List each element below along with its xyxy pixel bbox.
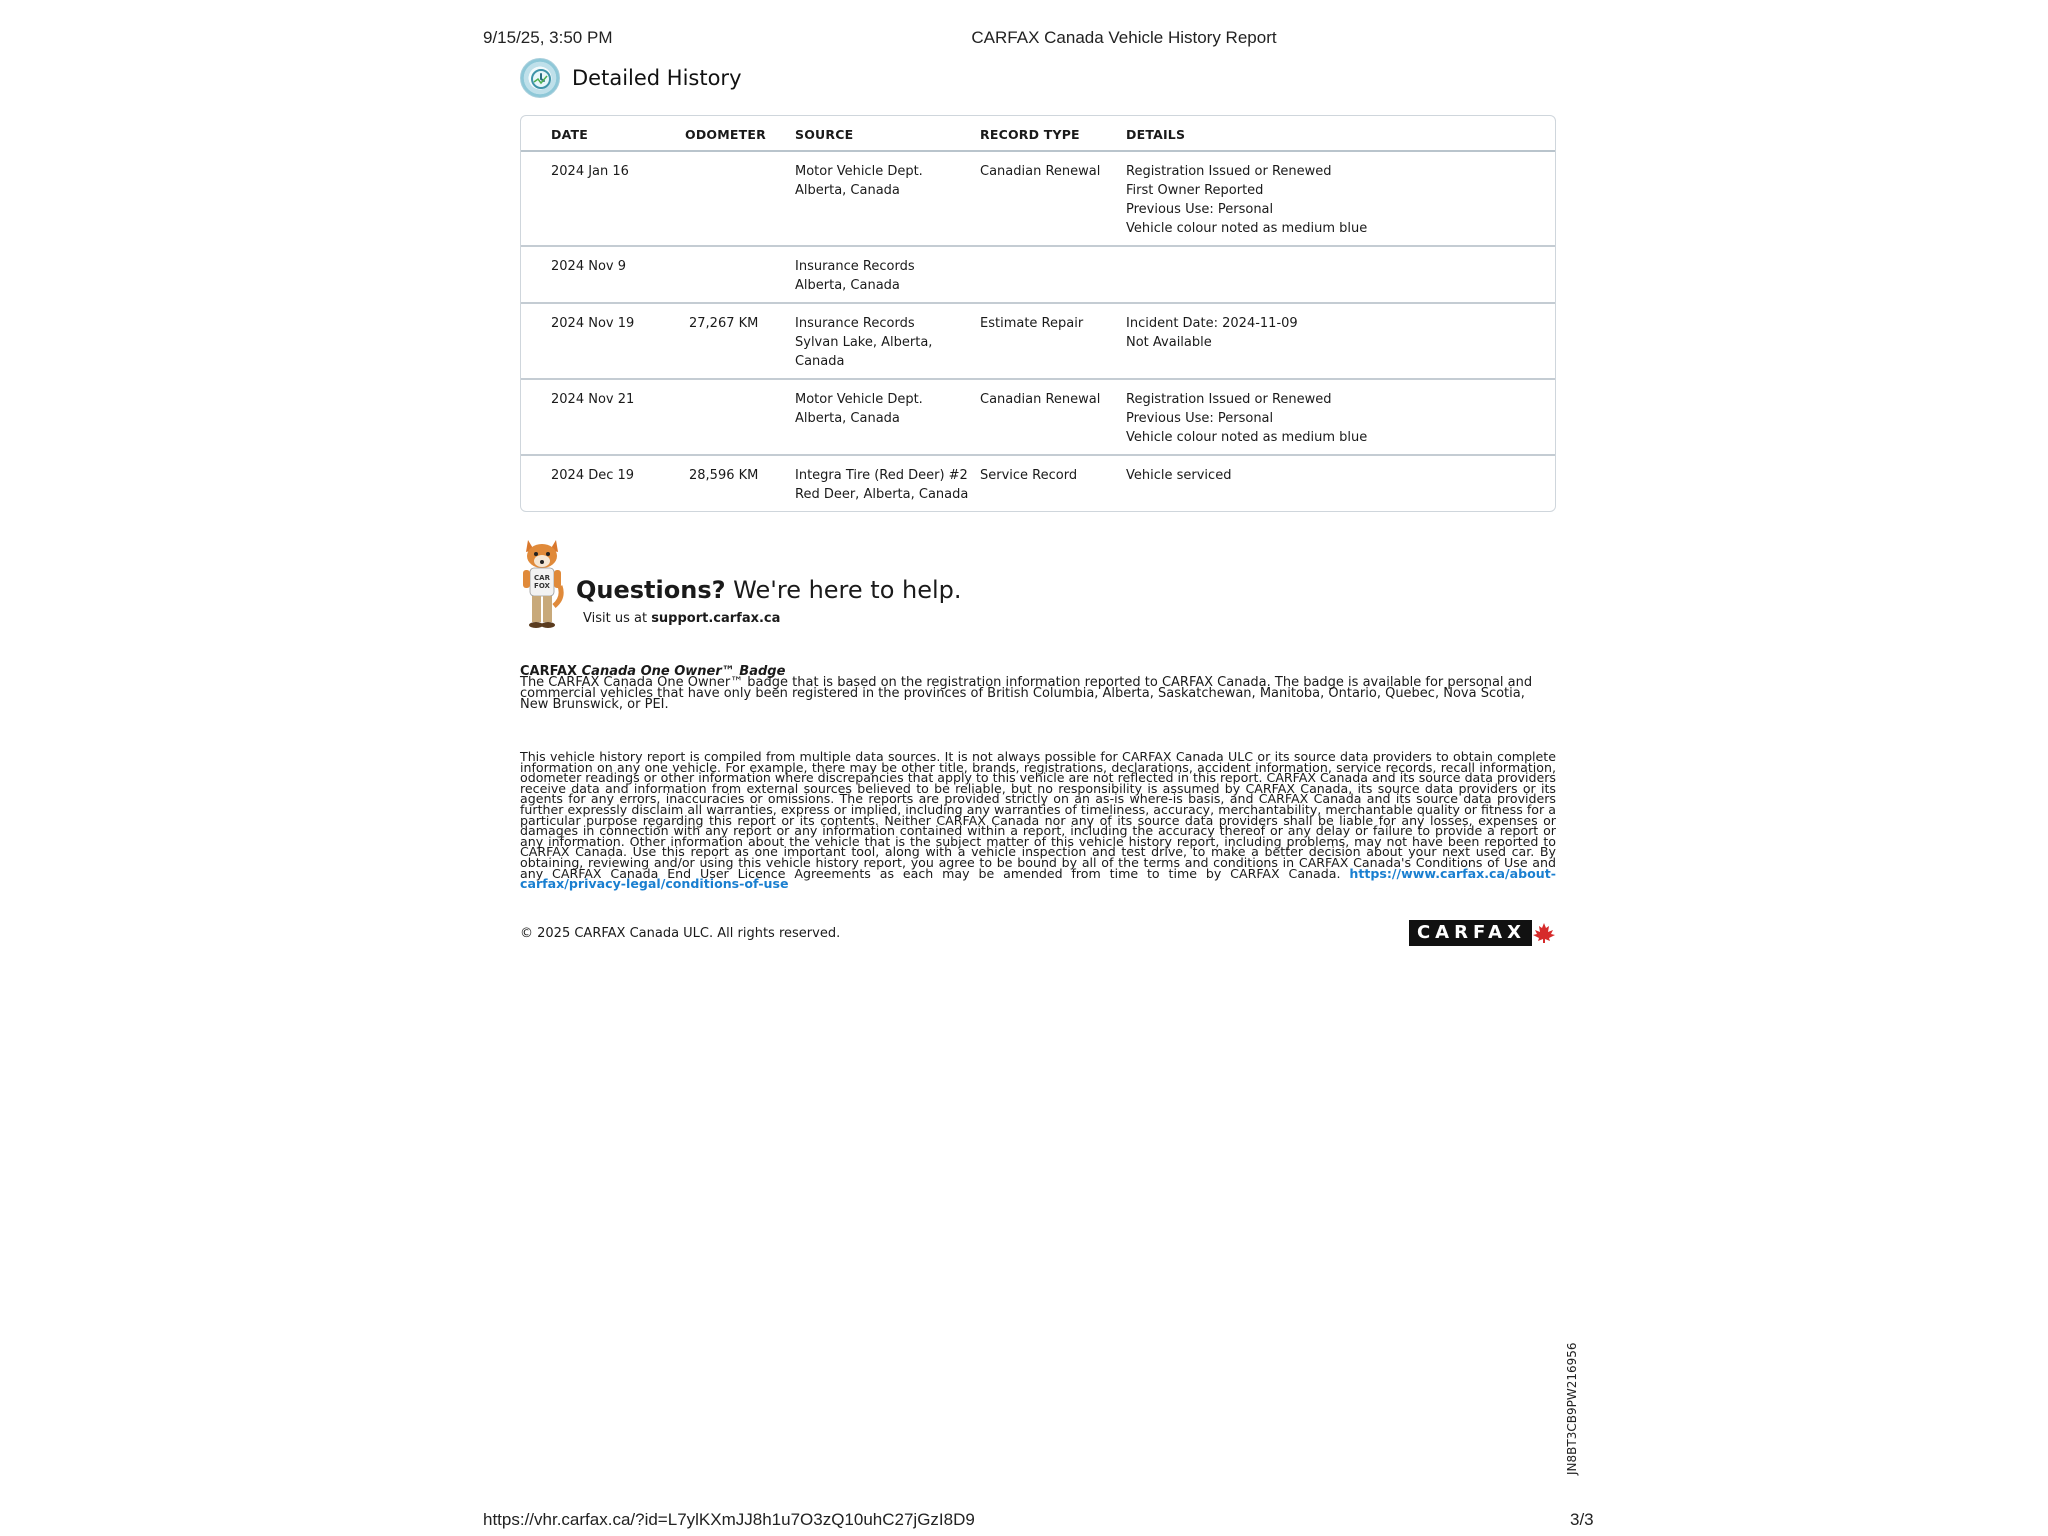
carfox-mascot-icon — [520, 536, 564, 635]
row-source — [795, 466, 980, 504]
row-odometer — [685, 390, 795, 447]
detail-line: Registration Issued or Renewed — [1126, 392, 1332, 407]
help-visit — [583, 611, 780, 626]
source-line: Motor Vehicle Dept. — [795, 164, 923, 179]
row-record-type: Estimate Repair — [980, 316, 1084, 331]
header-source: SOURCE — [795, 127, 854, 142]
row-odometer: 27,267 KM — [689, 316, 759, 331]
help-section — [520, 536, 1556, 631]
table-header — [521, 116, 1555, 152]
help-title — [576, 576, 962, 604]
source-line: Alberta, Canada — [795, 411, 900, 426]
print-header-title: CARFAX Canada Vehicle History Report — [971, 28, 1277, 47]
header-details: DETAILS — [1126, 127, 1186, 142]
detail-line: Vehicle colour noted as medium blue — [1126, 221, 1368, 236]
print-header-datetime: 9/15/25, 3:50 PM — [483, 28, 613, 47]
row-details — [1126, 257, 1555, 295]
detail-line: Previous Use: Personal — [1126, 411, 1274, 426]
help-title-bold: Questions? — [576, 576, 726, 604]
row-record-type: Canadian Renewal — [980, 392, 1101, 407]
row-record-type: Service Record — [980, 468, 1078, 483]
header-odometer: ODOMETER — [685, 127, 766, 142]
source-line: Canada — [795, 354, 845, 369]
table-row — [521, 456, 1555, 511]
header-record-type: RECORD TYPE — [980, 127, 1080, 142]
carfax-logo — [1409, 920, 1556, 946]
row-record-type — [980, 257, 1126, 295]
detail-line: Incident Date: 2024-11-09 — [1126, 316, 1298, 331]
table-row — [521, 152, 1555, 247]
detailed-history-table — [520, 115, 1556, 512]
row-details — [1126, 466, 1555, 504]
detail-line: Previous Use: Personal — [1126, 202, 1274, 217]
carfax-logo-text: CARFAX — [1409, 920, 1532, 946]
maple-leaf-icon — [1532, 922, 1556, 944]
header-date: DATE — [551, 127, 588, 142]
support-link[interactable]: support.carfax.ca — [651, 611, 781, 626]
help-visit-prefix: Visit us at — [583, 611, 652, 626]
source-line: Insurance Records — [795, 316, 915, 331]
row-details — [1126, 314, 1555, 371]
print-footer-url: https://vhr.carfax.ca/?id=L7ylKXmJJ8h1u7O3zQ10uhC27jGzI8D9 — [483, 1510, 975, 1529]
source-line: Alberta, Canada — [795, 278, 900, 293]
report-footer — [520, 920, 1556, 946]
detail-line: Vehicle colour noted as medium blue — [1126, 430, 1368, 445]
disclaimer — [520, 749, 1556, 892]
row-source — [795, 390, 980, 447]
row-source — [795, 314, 980, 371]
row-date: 2024 Jan 16 — [551, 164, 629, 179]
table-row — [521, 247, 1555, 304]
conditions-of-use-link[interactable]: https://www.carfax.ca/about-carfax/privacy-legal/conditions-of-use — [520, 865, 1556, 892]
source-line: Alberta, Canada — [795, 183, 900, 198]
disclaimer-text: This vehicle history report is compiled from multiple data sources. It is not always possible for CARFAX Canada ULC or its source data providers to obtain complete information on any one vehicle. For example, there may be other title, brands, registrations, declarations, accident information, service records, recall information, odometer readings or other information where discrepancies that apply to this vehicle are not reflected in this report. CARFAX Canada and its source data providers receive data and information from external sources believed to be reliable, but no responsibility is assumed by CARFAX Canada, its source data providers or its agents for any errors, inaccuracies or omissions. The reports are provided strictly on an as-is where-is basis, and CARFAX Canada and its source data providers further expressly disclaim all warranties, express or implied, including any warranties of timeliness, accuracy, merchantability, merchantable quality or fitness for a particular purpose regarding this report or its contents. Neither CARFAX Canada nor any of its source data providers shall be liable for any losses, expenses or damages in connection with any report or any information contained within a report, including the accuracy thereof or any delay or failure to provide a report or any information. Other information about the vehicle that is the subject matter of this vehicle history report, including problems, may not have been reported to CARFAX Canada. Use this report as one important tool, along with a vehicle inspection and test drive, to make a better decision about your next used car. By obtaining, reviewing and/or using this vehicle history report, you agree to be bound by all of the terms and conditions in CARFAX Canada's Conditions of Use and any CARFAX Canada End User Licence Agreements as each may be amended from time to time by CARFAX Canada. — [520, 749, 1556, 881]
source-line: Insurance Records — [795, 259, 915, 274]
section-title: Detailed History — [572, 66, 742, 90]
history-clock-icon — [520, 58, 560, 98]
vin-vertical: JN8BT3CB9PW216956 — [1565, 1342, 1579, 1475]
row-date: 2024 Nov 19 — [551, 316, 635, 331]
help-title-rest: We're here to help. — [725, 576, 962, 604]
one-owner-badge-info — [520, 666, 1556, 710]
row-date: 2024 Dec 19 — [551, 468, 635, 483]
copyright: © 2025 CARFAX Canada ULC. All rights reserved. — [520, 925, 841, 941]
row-date: 2024 Nov 9 — [551, 259, 626, 274]
detail-line: Not Available — [1126, 335, 1212, 350]
table-row — [521, 380, 1555, 456]
report-content — [520, 56, 1556, 946]
detail-line: Registration Issued or Renewed — [1126, 164, 1332, 179]
source-line: Motor Vehicle Dept. — [795, 392, 923, 407]
svg-text:CAR: CAR — [534, 574, 550, 582]
row-source — [795, 162, 980, 238]
section-header — [520, 56, 1556, 100]
badge-title-italic: Canada One Owner™ Badge — [581, 664, 786, 679]
source-line: Sylvan Lake, Alberta, — [795, 335, 933, 350]
detail-line: First Owner Reported — [1126, 183, 1264, 198]
badge-title-prefix: CARFAX — [520, 664, 582, 679]
row-details — [1126, 390, 1555, 447]
source-line: Integra Tire (Red Deer) #2 — [795, 468, 968, 483]
source-line: Red Deer, Alberta, Canada — [795, 487, 969, 502]
row-date: 2024 Nov 21 — [551, 392, 635, 407]
row-odometer — [685, 257, 795, 295]
detail-line: Vehicle serviced — [1126, 468, 1232, 483]
table-row — [521, 304, 1555, 380]
print-footer-page: 3/3 — [1570, 1510, 1594, 1529]
row-odometer — [685, 162, 795, 238]
row-source — [795, 257, 980, 295]
badge-text: The CARFAX Canada One Owner™ badge that is based on the registration information reported to CARFAX Canada. The badge is available for personal and commercial vehicles that have only been registered in the provinces of British Columbia, Alberta, Saskatchewan, Manitoba, Ontario, Quebec, Nova Scotia, New Brunswick, or PEI. — [520, 675, 1533, 712]
row-record-type: Canadian Renewal — [980, 164, 1101, 179]
row-odometer: 28,596 KM — [689, 468, 759, 483]
row-details — [1126, 162, 1555, 238]
svg-text:FOX: FOX — [534, 582, 550, 590]
